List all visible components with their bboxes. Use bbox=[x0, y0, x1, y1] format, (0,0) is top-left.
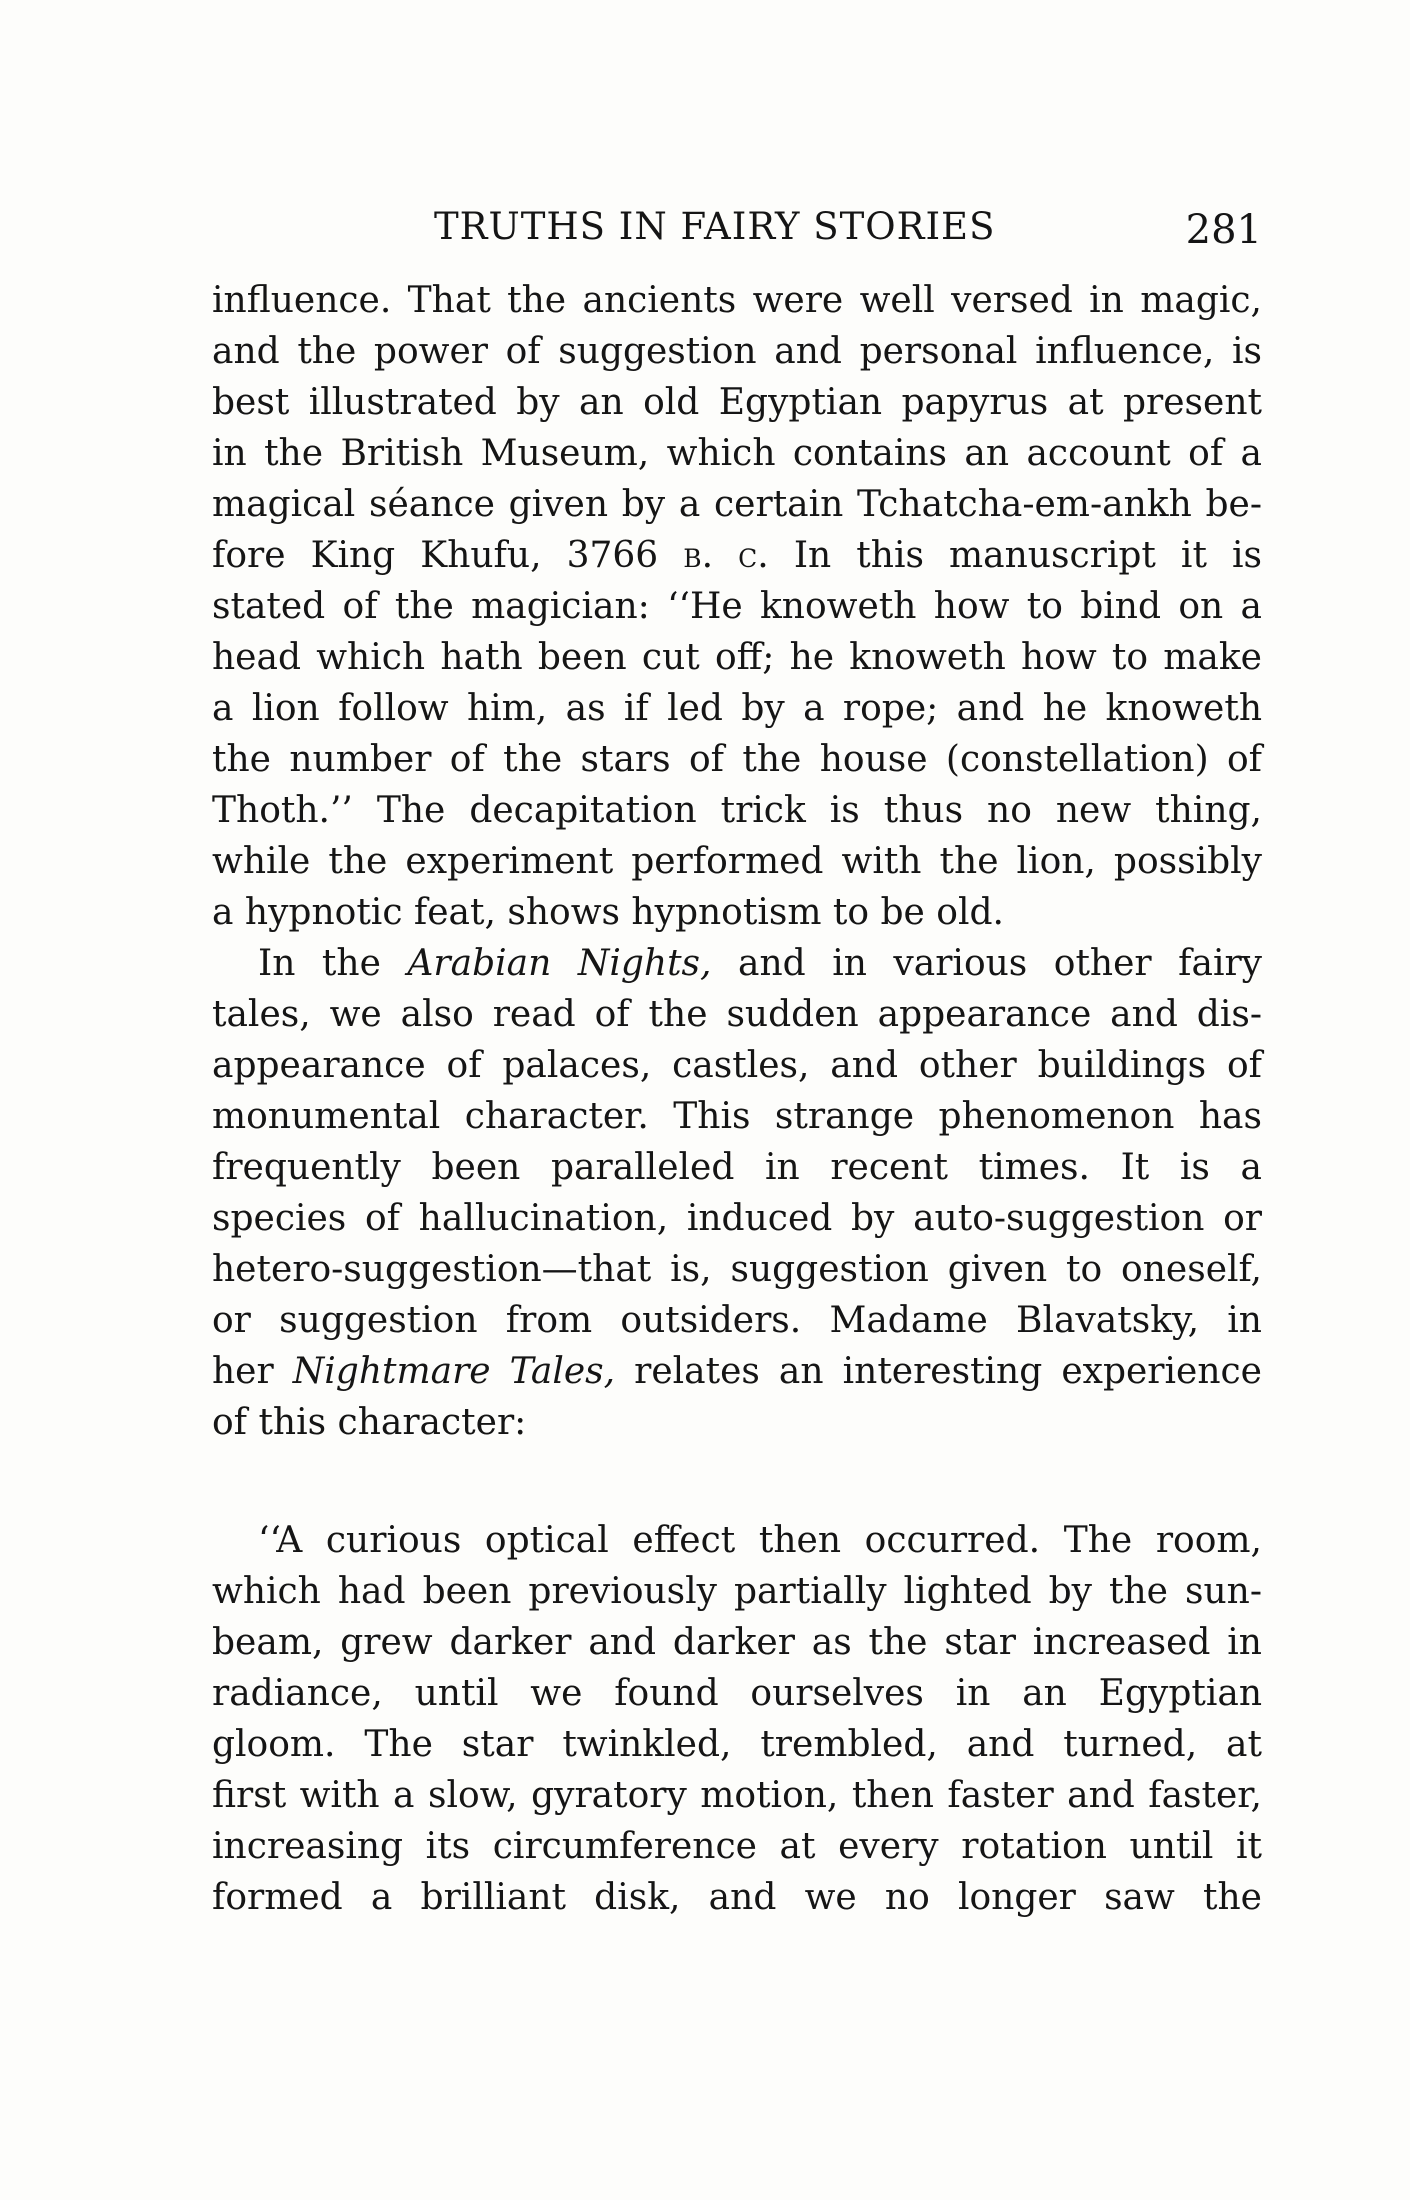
text-segment: In this manuscript it is bbox=[793, 535, 1262, 576]
text-line: head which hath been cut off; he knoweth how to make bbox=[212, 637, 1262, 678]
text-line: gloom. The star twinkled, trembled, and turned, at bbox=[212, 1724, 1262, 1765]
paragraph-1 bbox=[212, 275, 1262, 938]
text-line: Thoth.’’ The decapitation trick is thus no new thing, bbox=[212, 790, 1262, 831]
text-line: ‘‘A curious optical effect then occurred. The room, bbox=[258, 1520, 1262, 1561]
text-line: a lion follow him, as if led by a rope; and he knoweth bbox=[212, 688, 1262, 729]
text-line: or suggestion from outsiders. Madame Blavatsky, in bbox=[212, 1300, 1262, 1341]
text-line: species of hallucination, induced by auto-suggestion or bbox=[212, 1198, 1262, 1239]
text-line: of this character: bbox=[212, 1402, 527, 1443]
text-segment: In the bbox=[258, 943, 381, 984]
text-line: which had been previously partially lighted by the sun- bbox=[212, 1571, 1262, 1612]
text-line: stated of the magician: ‘‘He knoweth how to bind on a bbox=[212, 586, 1262, 627]
paragraph-2 bbox=[212, 938, 1262, 1448]
text-line: increasing its circumference at every rotation until it bbox=[212, 1826, 1262, 1867]
text-line: formed a brilliant disk, and we no longer saw the bbox=[212, 1877, 1262, 1918]
text-line bbox=[212, 1346, 1262, 1397]
text-segment: her bbox=[212, 1351, 274, 1392]
text-segment: and in various other fairy bbox=[737, 943, 1262, 984]
text-line: the number of the stars of the house (constellation) of bbox=[212, 739, 1262, 780]
page-number: 281 bbox=[1185, 207, 1262, 253]
running-title: TRUTHS IN FAIRY STORIES bbox=[434, 205, 996, 248]
text-line: influence. That the ancients were well versed in magic, bbox=[212, 280, 1262, 321]
text-line bbox=[212, 530, 1262, 581]
text-line bbox=[212, 938, 1262, 989]
era-abbreviation: b. c. bbox=[683, 535, 769, 576]
text-line: while the experiment performed with the lion, possibly bbox=[212, 841, 1262, 882]
text-line: best illustrated by an old Egyptian papyrus at present bbox=[212, 382, 1262, 423]
text-line: radiance, until we found ourselves in an Egyptian bbox=[212, 1673, 1262, 1714]
text-line: frequently been paralleled in recent times. It is a bbox=[212, 1147, 1262, 1188]
text-line: appearance of palaces, castles, and other buildings of bbox=[212, 1045, 1262, 1086]
text-line: first with a slow, gyratory motion, then faster and faster, bbox=[212, 1775, 1262, 1816]
text-line: a hypnotic feat, shows hypnotism to be old. bbox=[212, 892, 1004, 933]
quotation-block bbox=[212, 1515, 1262, 1923]
text-line: in the British Museum, which contains an account of a bbox=[212, 433, 1262, 474]
text-line: tales, we also read of the sudden appearance and dis- bbox=[212, 994, 1262, 1035]
text-line: beam, grew darker and darker as the star increased in bbox=[212, 1622, 1262, 1663]
book-title: Arabian Nights, bbox=[407, 943, 712, 984]
text-segment: relates an interesting experience bbox=[634, 1351, 1262, 1392]
running-head bbox=[212, 205, 1262, 265]
body-text bbox=[212, 275, 1262, 1448]
text-line: monumental character. This strange phenomenon has bbox=[212, 1096, 1262, 1137]
quotation-paragraph bbox=[212, 1515, 1262, 1923]
text-segment: fore King Khufu, 3766 bbox=[212, 535, 659, 576]
book-title: Nightmare Tales, bbox=[292, 1351, 616, 1392]
text-line: hetero-suggestion—that is, suggestion given to oneself, bbox=[212, 1249, 1262, 1290]
text-line: magical séance given by a certain Tchatcha-em-ankh be- bbox=[212, 484, 1262, 525]
text-line: and the power of suggestion and personal influence, is bbox=[212, 331, 1262, 372]
